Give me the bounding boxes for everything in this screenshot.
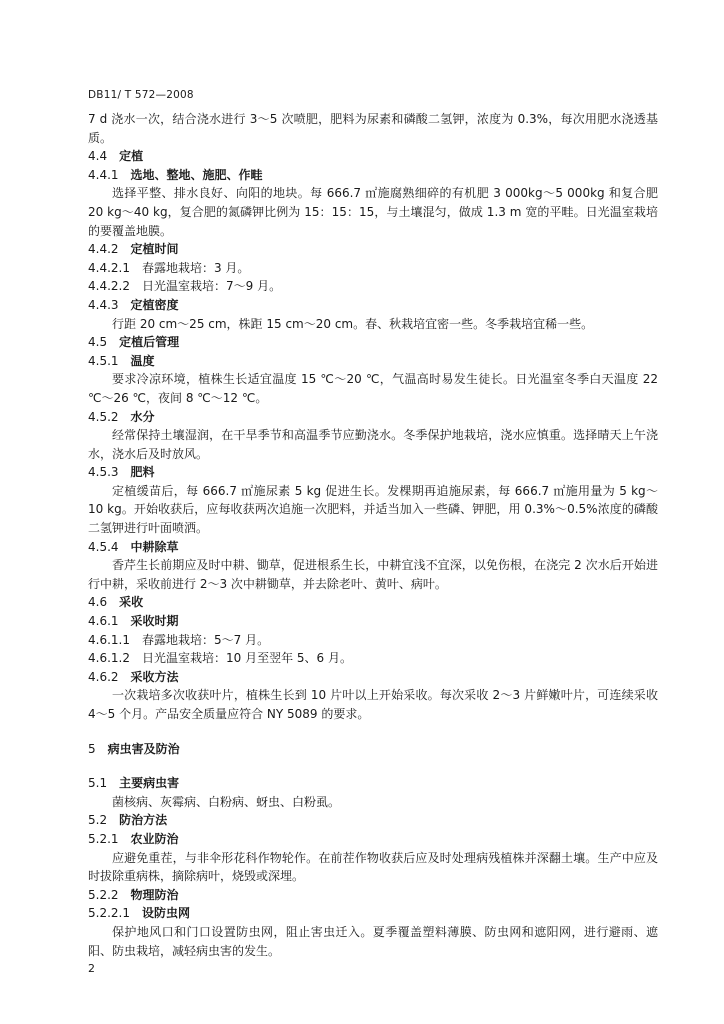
paragraph [88,923,658,960]
paragraph [88,793,658,812]
clause-heading [88,147,658,166]
clause-heading [88,668,658,687]
clause-title: 防治方法 [119,813,168,828]
paragraph-text: 保护地风口和门口设置防虫网，阻止害虫迁入。夏季覆盖塑料薄膜、防虫网和遮阳网，进行避雨、遮阳、防虫栽培，减轻病虫害的发生。 [88,924,658,958]
paragraph [88,482,658,538]
clause-title: 主要病虫害 [119,776,180,791]
clause-number: 4.4 [88,149,108,164]
paragraph-text: 要求冷凉环境，植株生长适宜温度 15 ℃～20 ℃，气温高时易发生徒长。日光温室冬季白天温度 22 ℃～26 ℃，夜间 8 ℃～12 ℃。 [88,372,658,405]
clause-number: 5.2.2 [88,887,119,902]
document-body [88,110,658,960]
continued-paragraph [88,110,658,147]
clause-title: 设防虫网 [141,906,190,921]
paragraph [88,184,658,240]
clause-number: 4.6.1.2 [88,651,130,666]
clause-number: 5.2.1 [88,831,119,846]
paragraph [88,686,658,723]
clause-number: 4.5.2 [88,409,119,424]
paragraph-text: 选择平整、排水良好、向阳的地块。每 666.7 ㎡施腐熟细碎的有机肥 3 000kg～5 000kg 和复合肥 20 kg～40 kg，复合肥的氮磷钾比例为 15：15：15，与土壤混匀，做成 1.3 m 宽的平畦。日光温室栽培的要覆盖地膜。 [88,186,658,238]
clause-item [88,259,658,278]
paragraph-text: 行距 20 cm～25 cm，株距 15 cm～20 cm。春、秋栽培宜密一些。冬季栽培宜稀一些。 [112,316,594,331]
page-number: 2 [88,962,95,975]
clause-heading [88,612,658,631]
clause-heading [88,811,658,830]
clause-number: 4.6.1.1 [88,632,130,647]
clause-title: 中耕除草 [130,539,179,554]
clause-number: 4.6.1 [88,614,119,629]
clause-number: 4.5.3 [88,465,119,480]
clause-heading [88,352,658,371]
paragraph-text: 一次栽培多次收获叶片，植株生长到 10 片叶以上开始采收。每次采收 2～3 片鲜嫩叶片，可连续采收 4～5 个月。产品安全质量应符合 NY 5089 的要求。 [88,688,658,721]
section-heading [88,740,658,759]
clause-title: 肥料 [130,465,155,480]
clause-title: 定植时间 [130,242,179,257]
paragraph-text: 菌核病、灰霉病、白粉病、蚜虫、白粉虱。 [112,794,341,809]
clause-heading [88,538,658,557]
paragraph-text: 应避免重茬，与非伞形花科作物轮作。在前茬作物收获后应及时处理病残植株并深翻土壤。生产中应及时拔除重病株，摘除病叶，烧毁或深埋。 [88,850,658,884]
clause-number: 5 [88,741,96,756]
clause-title: 物理防治 [130,887,179,902]
clause-number: 4.4.1 [88,167,119,182]
clause-number: 4.5 [88,335,108,350]
clause-heading [88,296,658,315]
clause-heading [88,593,658,612]
clause-title: 采收时期 [130,614,179,629]
clause-heading [88,886,658,905]
clause-number: 4.4.3 [88,297,119,312]
standard-code: DB11/ T 572—2008 [88,89,194,101]
clause-title: 日光温室栽培：10 月至翌年 5、6 月。 [141,651,352,666]
paragraph [88,849,658,886]
clause-heading [88,463,658,482]
clause-number: 4.5.4 [88,539,119,554]
clause-item [88,277,658,296]
clause-title: 定植后管理 [119,335,180,350]
clause-title: 选地、整地、施肥、作畦 [130,167,263,182]
paragraph-text: 香芹生长前期应及时中耕、锄草，促进根系生长，中耕宜浅不宜深，以免伤根，在浇完 2 次水后开始进行中耕，采收前进行 2～3 次中耕锄草，并去除老叶、黄叶、病叶。 [88,558,658,591]
clause-title: 水分 [130,409,155,424]
clause-number: 5.2.2.1 [88,906,130,921]
clause-number: 4.4.2.2 [88,279,130,294]
paragraph-text: 定植缓苗后，每 666.7 ㎡施尿素 5 kg 促进生长。发棵期再追施尿素，每 666.7 ㎡施用量为 5 kg～10 kg。开始收获后，应每收获两次追施一次肥料，并适当加入一些磷、钾肥，用 0.3%～0.5%浓度的磷酸二氢钾进行叶面喷洒。 [88,483,658,536]
clause-title: 定植密度 [130,297,179,312]
paragraph [88,370,658,407]
paragraph-text: 经常保持土壤湿润，在干旱季节和高温季节应勤浇水。冬季保护地栽培，浇水应慎重。选择晴天上午浇水，浇水后及时放风。 [88,428,658,461]
clause-item [88,649,658,668]
clause-number: 4.5.1 [88,353,119,368]
clause-title: 采收 [119,595,144,610]
clause-number: 4.6 [88,595,108,610]
paragraph [88,556,658,593]
paragraph [88,315,658,334]
clause-heading [88,166,658,185]
clause-heading [88,240,658,259]
clause-heading [88,830,658,849]
clause-title: 温度 [130,353,155,368]
paragraph-text: 7 d 浇水一次，结合浇水进行 3～5 次喷肥，肥料为尿素和磷酸二氢钾，浓度为 0.3%，每次用肥水浇透基质。 [88,112,658,145]
clause-title: 农业防治 [130,831,179,846]
clause-title: 定植 [119,149,144,164]
clause-title: 日光温室栽培：7～9 月。 [141,279,282,294]
clause-title: 病虫害及防治 [107,741,180,756]
clause-number: 4.4.2 [88,242,119,257]
clause-title: 春露地栽培：3 月。 [141,260,250,275]
clause-title: 采收方法 [130,669,179,684]
clause-item [88,631,658,650]
clause-heading [88,333,658,352]
clause-number: 4.6.2 [88,669,119,684]
clause-number: 5.2 [88,813,108,828]
clause-number: 5.1 [88,776,108,791]
clause-heading [88,774,658,793]
paragraph [88,426,658,463]
clause-title: 春露地栽培：5～7 月。 [141,632,270,647]
clause-number: 4.4.2.1 [88,260,130,275]
clause-heading [88,904,658,923]
clause-heading [88,408,658,427]
